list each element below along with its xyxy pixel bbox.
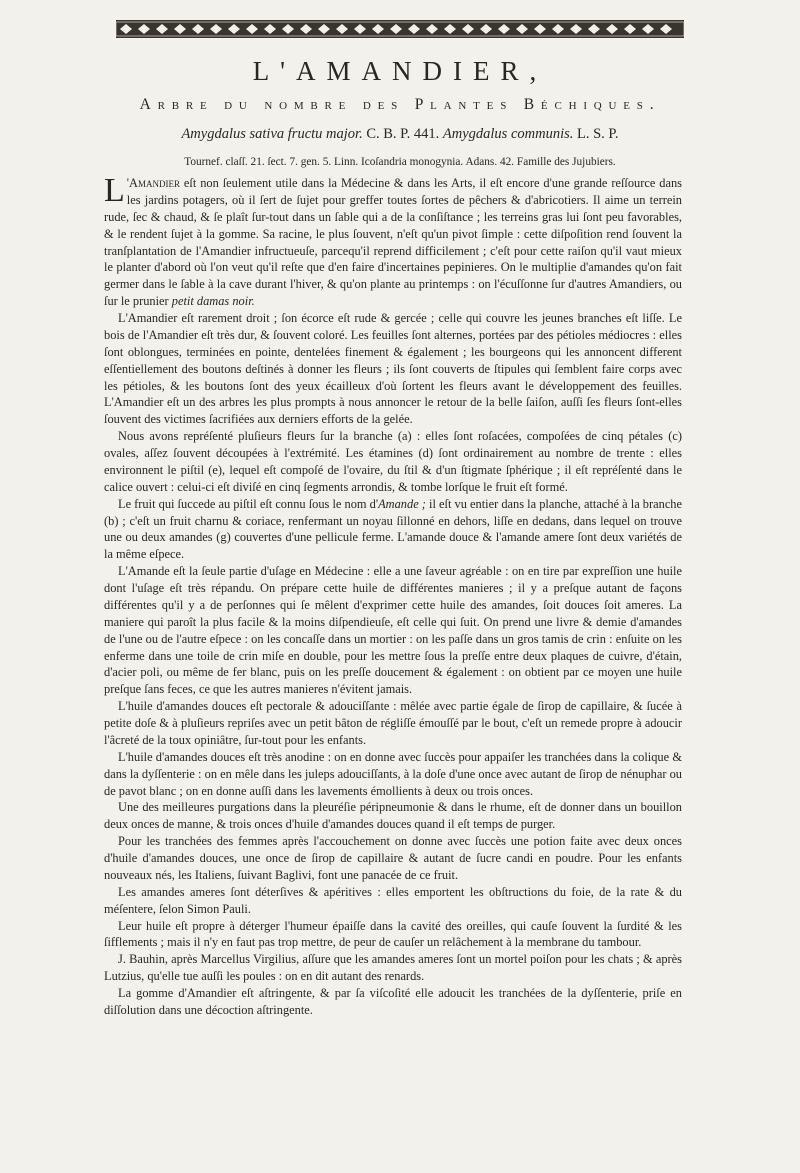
classification-line: Tournef. claſſ. 21. ſect. 7. gen. 5. Linn. Icoſandria monogynia. Adans. 42. Famille des Jujubiers. bbox=[184, 156, 616, 168]
italic-term: petit damas noir. bbox=[171, 294, 255, 309]
paragraph: Nous avons repréſenté pluſieurs fleurs ſur la branche (a) : elles ſont roſacées, compoſées de cinq pétales (c) ovales, aſſez ſouvent découpées à l'extrémité. Les étamines (d) ſont ordinairement au nombre de trente : elles environnent le piſtil (e), lequel eſt compoſé de l'ovaire, du ſtil & d'un ſtigmate ſphérique ; il eſt repréſenté dans le calice ouvert : celui-ci eſt diviſé en cinq ſegments arrondis, & tombe lorſque le fruit eſt formé. bbox=[104, 429, 682, 494]
page-title: L'AMANDIER, bbox=[252, 56, 548, 86]
ornament-icon bbox=[116, 20, 684, 38]
paragraph bbox=[104, 496, 682, 564]
paragraph: J. Bauhin, après Marcellus Virgilius, aſſure que les amandes ameres ſont un mortel poiſon pour les chats ; & après Lutzius, qu'elle tue auſſi les poules : on en dit autant des renards. bbox=[104, 952, 682, 984]
paragraph: Les amandes ameres ſont déterſives & apéritives : elles emportent les obſtructions du foie, de la rate & du méſentere, ſelon Simon Pauli. bbox=[104, 884, 682, 916]
lead-word: 'Amandier bbox=[126, 176, 180, 190]
paragraph: Pour les tranchées des femmes après l'accouchement on donne avec ſuccès une potion faite avec deux onces d'huile d'amandes douces, une once de ſirop de capillaire & autant de ſucre candi en poudre. Pour les enfants nouveaux nés, les Italiens, ſuivant Baglivi, font une panacée de ce fruit. bbox=[104, 834, 682, 882]
paragraph-text: Le fruit qui ſuccede au piſtil eſt connu ſous le nom d' bbox=[118, 496, 379, 511]
drop-cap: L bbox=[104, 172, 125, 209]
paragraph-text: il eſt vu entier dans la planche, attaché à la branche (b) ; c'eſt un fruit charnu & coriace, renfermant un noyau ſillonné en dehors, liſſe en dedans, dans lequel on trouve une ou deux amandes (g) couvertes d'une pellicule ferme. L'amande douce & l'amande amere ſont deux variétés de la même eſpece. bbox=[104, 496, 683, 562]
paragraph: L'Amande eſt la ſeule partie d'uſage en Médecine : elle a une ſaveur agréable : on en tire par expreſſion une huile dont l'uſage eſt très répandu. On prépare cette huile de différentes manieres ; il y a preſque autant de façons différentes qu'il y a de perſonnes qui ſe mêlent d'exprimer cette huile des amandes, ſoit douces ſoit ameres. La maniere qui paroît la plus facile & la moins diſpendieuſe, eſt celle qui ſuit. On prend une livre & demie d'amandes de l'une ou de l'autre eſpece : on les concaſſe dans un mortier : on les paſſe dans un gros tamis de crin : enſuite on les enferme dans une toile de crin miſe en double, pour les mettre ſous la preſſe entre deux plaques de cuivre, d'étain, d'acier poli, ou même de fer blanc, puis on les preſſe doucement & également : on obtient par ce moyen une huile preſque ſans feces, ce que les autres manieres n'évitent jamais. bbox=[104, 564, 682, 697]
paragraph: L'Amandier eſt rarement droit ; ſon écorce eſt rude & gercée ; celle qui couvre les jeunes branches eſt liſſe. Le bois de l'Amandier eſt très dur, & ſouvent coloré. Les feuilles ſont alternes, portées par des pétioles médiocres : elles ſont oblongues, terminées en pointe, dentelées finement & également ; les bourgeons qui les annoncent different eſſentiellement des boutons deſtinés à donner les fleurs ; ils ſont couverts de ſtipules qui ſemblent faire corps avec les pétioles, & les boutons ſont des yeux écailleux d'où ſortent les fleurs avant le développement des feuilles. L'Amandier eſt un des arbres les plus prompts à nous annoncer le retour de la belle ſaiſon, auſſi ſes fleurs ſont-elles ſouvent des victimes ſacrifiées aux derniers efforts de la gelée. bbox=[104, 311, 682, 427]
synonym-bauhin-ref: C. B. P. 441. bbox=[362, 126, 443, 142]
page-subtitle: Arbre du nombre des Plantes Béchiques. bbox=[139, 96, 661, 113]
synonym-linnaeus: Amygdalus communis. bbox=[442, 126, 574, 142]
paragraph: L'huile d'amandes douces eſt pectorale & adouciſſante : mêlée avec partie égale de ſirop de capillaire, & ſucée à petite doſe & à pluſieurs repriſes avec un petit bâton de régliſſe émouſſé par le bout, c'eſt un remede propre à adoucir l'âcreté de la toux opiniâtre, ſur-tout pour les enfants. bbox=[104, 699, 682, 747]
article-body bbox=[104, 172, 683, 1019]
paragraph bbox=[104, 172, 682, 310]
synonym-bauhin: Amygdalus sativa fructu major. bbox=[181, 126, 363, 142]
paragraph: Une des meilleures purgations dans la pleuréſie péripneumonie & dans le rhume, eſt de donner dans un bouillon deux onces de manne, & trois onces d'huile d'amandes douces quand il eſt temps de purger. bbox=[104, 800, 682, 832]
synonym-linnaeus-ref: L. S. P. bbox=[573, 126, 619, 142]
paragraph: Leur huile eſt propre à déterger l'humeur épaiſſe dans la cavité des oreilles, qui cauſe ſouvent la ſurdité & les ſifflements ; mais il n'y en faut pas trop mettre, de peur de cauſer un relâchement à la membrane du tambour. bbox=[104, 918, 682, 950]
paragraph: L'huile d'amandes douces eſt très anodine : on en donne avec ſuccès pour appaiſer les tranchées dans la colique & dans la dyſſenterie : on en mêle dans les juleps adouciſſants, à la doſe d'une once avec autant de ſirop de nénuphar ou de pavot blanc ; on en donne auſſi dans les lavements émollients à deux ou trois onces. bbox=[104, 749, 682, 798]
paragraph-text: eſt non ſeulement utile dans la Médecine & dans les Arts, il eſt encore d'une grande reſſource dans les jardins potagers, où il ſert de ſujet pour greffer toutes ſortes de pêchers & d'abricotiers. Il aime un terrein rude, ſec & chaud, & ſe plaît ſur-tout dans un ſable qui a de la conſiſtance ; les terreins gras lui ſont peu favorables, & le rendent ſujet à la gomme. Sa racine, le plus ſouvent, n'eſt qu'un pivot ſimple : cette diſpoſition rend ſouvent la tranſplantation de l'Amandier infructueuſe, parcequ'il reprend difficilement ; c'eſt pour cette raiſon qu'il vaut mieux le planter d'abord où l'on veut qu'il reſte que d'en faire d'incertaines pepinieres. On le multiplie d'amandes qu'on fait germer dans le ſable à la cave durant l'hiver, & qu'on plante au printemps : on l'écuſſonne ſur d'autres Amandiers, ou ſur le prunier bbox=[104, 176, 682, 309]
decorative-header-band bbox=[116, 20, 684, 38]
italic-term: Amande ; bbox=[378, 496, 426, 511]
paragraph: La gomme d'Amandier eſt aſtringente, & par ſa viſcoſité elle adoucit les tranchées de la dyſſenterie, priſe en diſſolution dans une décoction aſtringente. bbox=[104, 986, 682, 1017]
botanical-synonyms bbox=[0, 126, 800, 143]
